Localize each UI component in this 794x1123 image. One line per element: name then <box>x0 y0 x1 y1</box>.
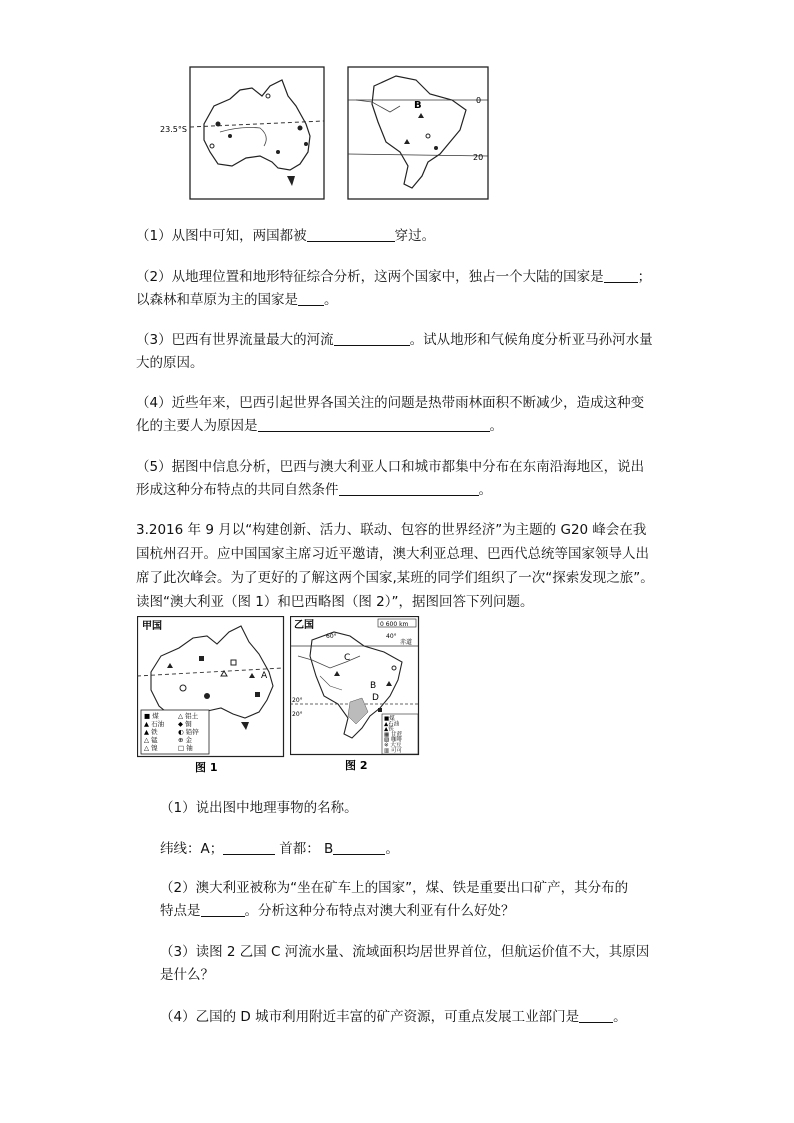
fig2-label-d: D <box>372 693 379 703</box>
label-b: B <box>414 100 422 111</box>
fig2-legend-item: ▥ 可可 <box>384 747 402 754</box>
fig2-legend-item: ▲石油 <box>384 721 400 728</box>
question-4-line2: 化的主要人为原因是 。 <box>136 418 503 434</box>
sub-question-1-blanks: 纬线：A； 首都： B 。 <box>160 841 399 857</box>
question-2-line2: 以森林和草原为主的国家是 。 <box>136 292 338 308</box>
answer-blank[interactable] <box>339 481 479 496</box>
fig1-caption: 图 1 <box>195 761 218 774</box>
fig1-legend-item: ◆ 铜 <box>178 720 192 728</box>
sub-question-4: （4）乙国的 D 城市利用附近丰富的矿产资源，可重点发展工业部门是 。 <box>160 1009 627 1025</box>
fig2-label-c: C <box>344 653 351 663</box>
section3-line3: 席了此次峰会。为了更好的了解这两个国家,某班的同学们组织了一次“探索发现之旅”。 <box>136 570 654 586</box>
label-zero: 0 <box>476 96 482 105</box>
answer-blank-b[interactable] <box>333 840 385 855</box>
question-5-line2: 形成这种分布特点的共同自然条件 。 <box>136 482 492 498</box>
fig1-legend-item: □ 铀 <box>178 744 193 752</box>
top-maps <box>160 66 500 201</box>
fig2-lon40: 40° <box>386 633 397 640</box>
tropic-label: 23.5°S <box>160 125 187 134</box>
sub-question-2-line2: 特点是 。分析这种分布特点对澳大利亚有什么好处？ <box>160 903 515 919</box>
sub-question-2-line1: （2）澳大利亚被称为“坐在矿车上的国家”，煤、铁是重要出口矿产，其分布的 <box>160 880 629 896</box>
section3-line1: 3.2016 年 9 月以“构建创新、活力、联动、包容的世界经济”为主题的 G20 峰会在我 <box>136 522 647 538</box>
fig1-label-a: A <box>261 671 268 681</box>
figure-1 <box>137 616 285 776</box>
label-twenty: 20 <box>473 153 484 162</box>
answer-blank-a[interactable] <box>223 840 275 855</box>
fig1-legend-item: ◐ 铅锌 <box>178 728 199 736</box>
fig2-label-b: B <box>370 681 377 691</box>
question-4-line1: （4）近些年来，巴西引起世界各国关注的问题是热带雨林面积不断减少，造成这种变 <box>136 395 645 411</box>
fig1-legend-item: △ 镍 <box>144 744 158 752</box>
fig2-scale: 0 600 km <box>380 621 409 628</box>
fig1-legend-item: △ 铝土 <box>178 712 199 720</box>
fig2-lat20: 20° <box>292 697 303 704</box>
question-2-line1: （2）从地理位置和地形特征综合分析，这两个国家中，独占一个大陆的国家是 ； <box>136 269 652 285</box>
fig2-legend-item: ■煤 <box>384 716 395 722</box>
answer-blank[interactable] <box>334 331 410 346</box>
sub-question-1: （1）说出图中地理事物的名称。 <box>160 800 358 816</box>
brazil-map-frame <box>348 67 488 199</box>
fig2-lon60: 60° <box>326 633 337 640</box>
fig2-title: 乙国 <box>294 620 314 631</box>
fig2-legend-item: ▲铁 <box>384 726 394 733</box>
section3-line4: 读图“澳大利亚（图 1）和巴西略图（图 2）”，据图回答下列问题。 <box>136 594 534 610</box>
fig2-legend-item: ※ 大豆 <box>384 742 402 749</box>
answer-blank[interactable] <box>579 1008 613 1023</box>
fig2-legend-item: ▦ 甘蔗 <box>384 731 402 738</box>
australia-map-frame <box>190 67 324 199</box>
section3-line2: 国杭州召开。应中国国家主席习近平邀请，澳大利亚总理、巴西代总统等国家领导人出 <box>136 546 649 562</box>
fig1-legend-item: ▲ 铁 <box>144 728 158 736</box>
fig2-legend-item: ▧ 咖啡 <box>384 737 402 744</box>
fig1-legend-item: ■ 煤 <box>144 712 159 720</box>
question-5-line1: （5）据图中信息分析，巴西与澳大利亚人口和城市都集中分布在东南沿海地区，说出 <box>136 459 645 475</box>
answer-blank[interactable] <box>201 902 245 917</box>
fig1-legend-item: ▲ 石油 <box>144 720 165 728</box>
fig2-caption: 图 2 <box>345 759 368 772</box>
figure-2 <box>290 616 420 776</box>
fig1-legend-item: △ 锰 <box>144 736 158 744</box>
question-1: （1）从图中可知，两国都被 穿过。 <box>136 228 436 244</box>
answer-blank[interactable] <box>298 291 324 306</box>
fig1-legend-item: ⊕ 金 <box>178 736 193 744</box>
fig2-equator: 赤道 <box>400 639 413 646</box>
answer-blank[interactable] <box>258 417 490 432</box>
fig1-title: 甲国 <box>142 621 162 632</box>
question-3-line1: （3）巴西有世界流量最大的河流 。试从地形和气候角度分析亚马孙河水量 <box>136 332 653 348</box>
sub-question-3-line2: 是什么？ <box>160 967 214 983</box>
question-3-line2: 大的原因。 <box>136 355 204 371</box>
answer-blank[interactable] <box>604 268 638 283</box>
fig2-lat20b: 20° <box>292 711 303 718</box>
answer-blank[interactable] <box>307 227 395 242</box>
sub-question-3-line1: （3）读图 2 乙国 C 河流水量、流域面积均居世界首位，但航运价值不大，其原因 <box>160 944 650 960</box>
